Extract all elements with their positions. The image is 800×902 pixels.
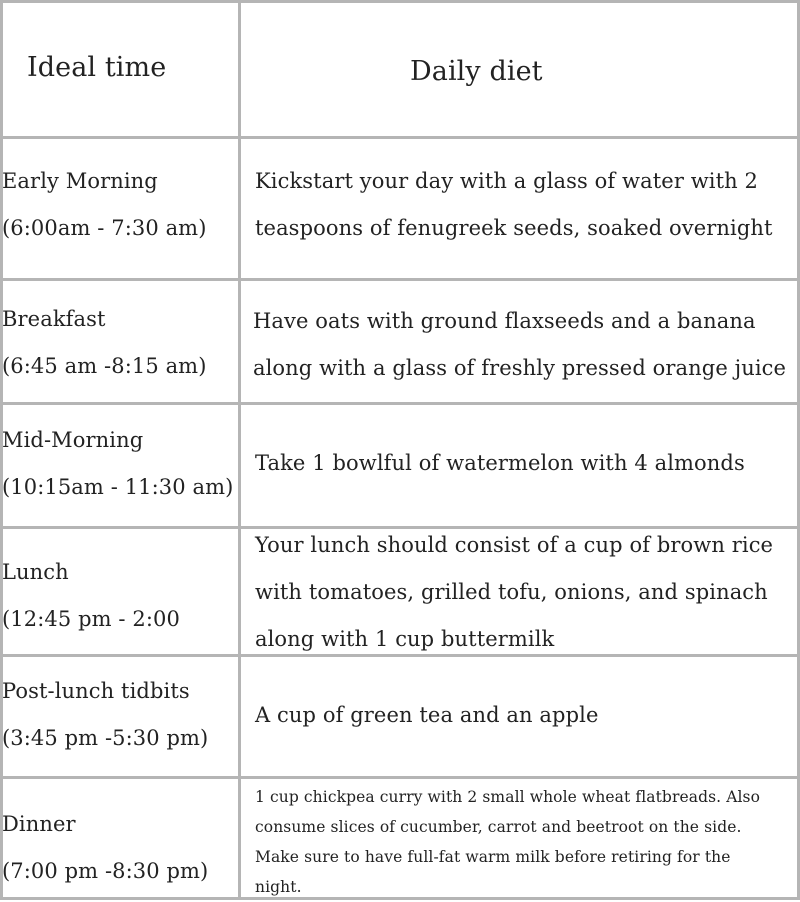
- table-row-lunch-diet: [255, 522, 773, 663]
- diet-line: Have oats with ground flaxseeds and a banana: [253, 309, 756, 333]
- table-row-mid-morning-time: [2, 417, 233, 511]
- table-row-post-lunch-time: [2, 668, 208, 762]
- diet-line: night.: [255, 878, 302, 896]
- table-row-lunch-time: [2, 549, 180, 643]
- diet-line: A cup of green tea and an apple: [255, 703, 599, 727]
- diet-line: Your lunch should consist of a cup of brown rice: [255, 533, 774, 557]
- meal-name: Dinner: [2, 812, 76, 836]
- row-divider: [0, 278, 800, 281]
- row-divider: [0, 776, 800, 779]
- table-row-dinner-diet: [255, 782, 760, 902]
- header-ideal-time: Ideal time: [27, 52, 167, 83]
- diet-line: along with a glass of freshly pressed orange juice: [253, 356, 787, 380]
- table-row-breakfast-time: [2, 296, 207, 390]
- row-divider: [0, 136, 800, 139]
- meal-time: (12:45 pm - 2:00: [2, 607, 180, 631]
- meal-name: Early Morning: [2, 169, 158, 193]
- meal-time: (6:45 am -8:15 am): [2, 354, 207, 378]
- meal-time: (6:00am - 7:30 am): [2, 216, 207, 240]
- meal-time: (10:15am - 11:30 am): [2, 475, 234, 499]
- meal-name: Post-lunch tidbits: [2, 679, 190, 703]
- table-row-breakfast-diet: [253, 298, 786, 392]
- diet-line: 1 cup chickpea curry with 2 small whole wheat flatbreads. Also: [255, 788, 761, 806]
- column-divider: [238, 0, 241, 900]
- table-row-dinner-time: [2, 801, 208, 895]
- table-row-early-morning-diet: [255, 158, 773, 252]
- meal-time: (7:00 pm -8:30 pm): [2, 859, 209, 883]
- row-divider: [0, 402, 800, 405]
- header-daily-diet: Daily diet: [410, 56, 543, 87]
- table-row-post-lunch-diet: [255, 692, 598, 739]
- diet-line: Kickstart your day with a glass of water with 2: [255, 169, 759, 193]
- diet-line: teaspoons of fenugreek seeds, soaked overnight: [255, 216, 773, 240]
- table-row-early-morning-time: [2, 158, 207, 252]
- meal-name: Lunch: [2, 560, 69, 584]
- table-row-mid-morning-diet: [255, 440, 745, 487]
- diet-line: Make sure to have full-fat warm milk before retiring for the: [255, 848, 731, 866]
- diet-line: with tomatoes, grilled tofu, onions, and spinach: [255, 580, 768, 604]
- table-border-top: [0, 0, 800, 3]
- meal-name: Mid-Morning: [2, 428, 144, 452]
- diet-line: consume slices of cucumber, carrot and beetroot on the side.: [255, 818, 742, 836]
- meal-time: (3:45 pm -5:30 pm): [2, 726, 209, 750]
- diet-line: along with 1 cup buttermilk: [255, 627, 555, 651]
- meal-name: Breakfast: [2, 307, 106, 331]
- diet-line: Take 1 bowlful of watermelon with 4 almonds: [255, 451, 745, 475]
